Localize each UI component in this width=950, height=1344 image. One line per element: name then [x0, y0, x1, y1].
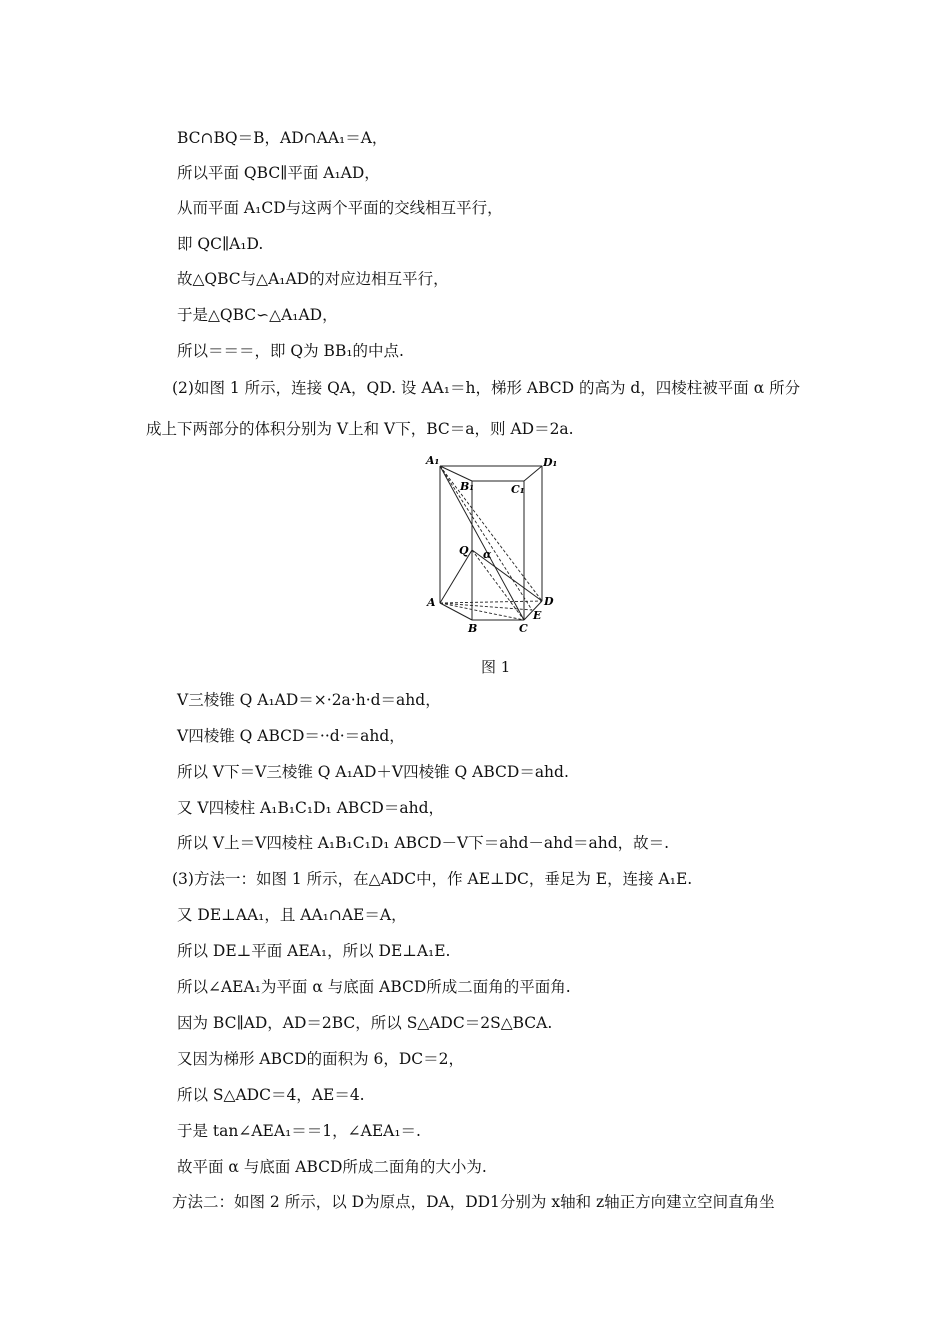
text-line: 所以 DE⊥平面 AEA₁，所以 DE⊥A₁E.: [177, 942, 451, 960]
text-line: 故△QBC与△A₁AD的对应边相互平行，: [177, 270, 449, 288]
edge-ab: [440, 603, 472, 620]
prism-figure: [420, 448, 570, 640]
text-line: 故平面 α 与底面 ABCD所成二面角的大小为.: [177, 1158, 487, 1176]
text-line: 又 DE⊥AA₁，且 AA₁∩AE＝A，: [177, 906, 407, 924]
edge-a1b1: [440, 466, 472, 481]
text-line: 所以 V下＝V三棱锥 Q A₁AD＋V四棱锥 Q ABCD＝ahd.: [177, 763, 569, 781]
label-d: D: [544, 595, 554, 608]
label-a1: A₁: [426, 454, 440, 467]
label-b: B: [468, 622, 478, 635]
text-line: 所以∠AEA₁为平面 α 与底面 ABCD所成二面角的平面角.: [177, 978, 571, 996]
text-line: V四棱锥 Q ABCD＝··d·＝ahd，: [177, 727, 405, 745]
paragraph-line: (2)如图 1 所示，连接 QA，QD. 设 AA₁＝h，梯形 ABCD 的高为 d，四棱柱被平面 α 所分: [172, 379, 801, 397]
figure-caption: 图 1: [481, 658, 511, 676]
label-b1: B₁: [460, 480, 475, 493]
text-line: 所以＝＝＝，即 Q为 BB₁的中点.: [177, 342, 404, 360]
text-line: BC∩BQ＝B，AD∩AA₁＝A，: [177, 129, 388, 147]
text-line: V三棱锥 Q A₁AD＝×·2a·h·d＝ahd，: [177, 691, 441, 709]
text-line: 又因为梯形 ABCD的面积为 6，DC＝2，: [177, 1050, 465, 1068]
hidden-ac: [440, 603, 524, 620]
label-c1: C₁: [511, 483, 525, 496]
text-line: 从而平面 A₁CD与这两个平面的交线相互平行，: [177, 199, 503, 217]
text-line: 又 V四棱柱 A₁B₁C₁D₁ ABCD＝ahd，: [177, 799, 445, 817]
edge-aq: [440, 550, 472, 603]
text-line: 即 QC∥A₁D.: [177, 235, 264, 253]
label-d1: D₁: [543, 456, 558, 469]
label-e: E: [533, 609, 542, 622]
text-line: 于是 tan∠AEA₁＝＝1，∠AEA₁＝.: [177, 1122, 421, 1140]
paragraph-line: 成上下两部分的体积分别为 V上和 V下，BC＝a，则 AD＝2a.: [146, 420, 574, 438]
text-line: 所以 V上＝V四棱柱 A₁B₁C₁D₁ ABCD－V下＝ahd－ahd＝ahd，故＝.: [177, 834, 670, 852]
text-line: 方法二：如图 2 所示，以 D为原点，DA，DD1分别为 x轴和 z轴正方向建立空间直角坐: [172, 1193, 775, 1211]
label-c: C: [519, 622, 528, 635]
text-line: (3)方法一：如图 1 所示，在△ADC中，作 AE⊥DC，垂足为 E，连接 A₁E.: [172, 870, 693, 888]
label-alpha: α: [483, 548, 492, 561]
text-line: 因为 BC∥AD，AD＝2BC，所以 S△ADC＝2S△BCA.: [177, 1014, 553, 1032]
edge-c1d1: [524, 466, 542, 481]
label-q: Q: [459, 544, 469, 557]
text-line: 所以平面 QBC∥平面 A₁AD，: [177, 164, 380, 182]
hidden-a1d: [440, 466, 542, 601]
text-line: 于是△QBC∽△A₁AD，: [177, 306, 338, 324]
text-line: 所以 S△ADC＝4，AE＝4.: [177, 1086, 365, 1104]
label-a: A: [427, 596, 436, 609]
